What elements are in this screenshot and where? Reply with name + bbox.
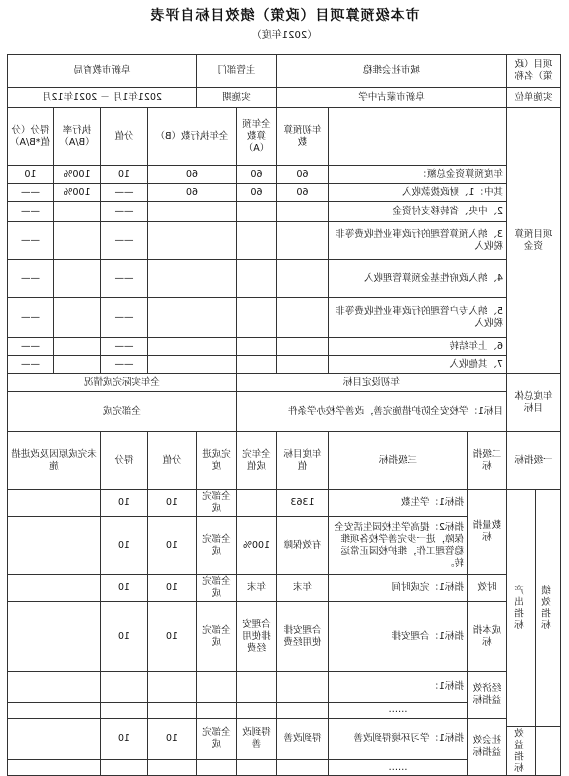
l2-quantity: 数量指标 [468, 490, 507, 575]
score-cell [148, 672, 197, 703]
funds-cell: —— [101, 202, 148, 222]
funds-cell [54, 202, 101, 222]
funds-cell [277, 298, 329, 338]
target-cell: 年末 [277, 575, 329, 602]
period-value: 2021年1月 － 2021年12月 [8, 88, 197, 108]
l3-cell: 指标2：提高学生校园生活安全保障，进一步完善学校各项维稳管理工作，维护校园正常运转。 [329, 517, 468, 575]
reason-cell [8, 760, 101, 776]
perf-header: 二级指标 [468, 432, 507, 490]
score-cell: 10 [148, 517, 197, 575]
project-name-label: 项目（政策）名称 [507, 55, 561, 88]
funds-cell [54, 222, 101, 260]
reason-cell [8, 575, 101, 602]
funds-header: 全年执行数（B） [148, 108, 237, 166]
funds-cell: 100% [54, 166, 101, 184]
funds-cell: —— [8, 338, 54, 356]
funds-cell [148, 356, 237, 374]
target-cell: 有效保障 [277, 517, 329, 575]
actual-cell [237, 490, 277, 517]
actual-completion-text: 全部完成 [8, 392, 237, 432]
l2-cost: 成本指标 [468, 602, 507, 672]
funds-cell [237, 338, 277, 356]
l3-cell: 指标1：学习环境得到改善 [329, 718, 468, 760]
funds-row-name: 4、纳入政府性基金预算管理收入 [329, 260, 507, 298]
progress-cell: 全部完成 [197, 602, 237, 672]
target-cell: 合理安排使用经费 [277, 602, 329, 672]
score-cell [148, 702, 197, 718]
overall-goal-label: 年度总体目标 [507, 374, 561, 432]
score-cell: 10 [148, 602, 197, 672]
reason-cell [8, 672, 101, 703]
progress-cell: 全部完成 [197, 517, 237, 575]
funds-cell: —— [101, 338, 148, 356]
progress-cell: 全部完成 [197, 490, 237, 517]
perf-header: 未完成原因及改进措施 [8, 432, 101, 490]
perf-label: 绩效指标 [536, 490, 561, 727]
got-cell: 10 [101, 718, 148, 760]
perf-header: 一级指标 [507, 432, 561, 490]
project-name: 城市社会维稳 [277, 55, 507, 88]
reason-cell [8, 517, 101, 575]
got-cell: 10 [101, 575, 148, 602]
funds-cell [237, 222, 277, 260]
perf-header: 得分 [101, 432, 148, 490]
funds-cell [237, 298, 277, 338]
funds-cell: —— [8, 356, 54, 374]
funds-cell [277, 222, 329, 260]
l3-cell: 指标1：学生数 [329, 490, 468, 517]
got-cell: 10 [101, 602, 148, 672]
funds-cell: 60 [148, 166, 237, 184]
target-cell: 1363 [277, 490, 329, 517]
reason-cell [8, 602, 101, 672]
funds-cell [54, 298, 101, 338]
funds-cell [277, 338, 329, 356]
score-cell: 10 [148, 490, 197, 517]
progress-cell: 全部完成 [197, 575, 237, 602]
target-cell [277, 672, 329, 703]
funds-cell [277, 202, 329, 222]
funds-cell [237, 202, 277, 222]
funds-row-name: 3、纳入预算管理的行政事业性收费等非税收入 [329, 222, 507, 260]
funds-cell: —— [101, 184, 148, 202]
dept-name: 阜新市教育局 [8, 55, 197, 88]
funds-cell: —— [101, 298, 148, 338]
funds-cell: 10 [8, 166, 54, 184]
l2-social: 社会效益指标 [468, 718, 507, 776]
got-cell: 10 [101, 490, 148, 517]
benefit-label: 效益指标 [507, 727, 536, 776]
target-cell [277, 702, 329, 718]
expected-goal-label: 年初设定目标 [237, 374, 507, 392]
got-cell: 10 [101, 517, 148, 575]
funds-cell: —— [8, 260, 54, 298]
period-label: 实施期 [197, 88, 277, 108]
actual-cell [237, 760, 277, 776]
progress-cell [197, 760, 237, 776]
actual-cell [237, 672, 277, 703]
unit-name: 阜新市蒙古中学 [277, 88, 507, 108]
funds-cell [148, 338, 237, 356]
funds-cell [148, 222, 237, 260]
funds-row-name: 2、中央、省转移支付资金 [329, 202, 507, 222]
funds-cell [54, 356, 101, 374]
target-cell: 得到改善 [277, 718, 329, 760]
got-cell [101, 672, 148, 703]
actual-cell: 得到改善 [237, 718, 277, 760]
funds-cell: —— [101, 260, 148, 298]
funds-row-name: 6、上年结转 [329, 338, 507, 356]
actual-cell: 100% [237, 517, 277, 575]
funds-cell: 60 [237, 166, 277, 184]
l3-cell: 指标1：合理安排 [329, 602, 468, 672]
funds-cell: —— [8, 222, 54, 260]
actual-completion-label: 全年实际完成情况 [8, 374, 237, 392]
target-cell [277, 760, 329, 776]
progress-cell [197, 702, 237, 718]
funds-cell: —— [8, 298, 54, 338]
perf-header: 年度目标值 [277, 432, 329, 490]
l3-ellipsis: …… [329, 702, 468, 718]
funds-cell [237, 260, 277, 298]
funds-header: 得分（分值*B/A） [8, 108, 54, 166]
funds-header: 执行率（B/A） [54, 108, 101, 166]
funds-cell: 60 [277, 166, 329, 184]
l3-ellipsis: …… [329, 760, 468, 776]
funds-cell: 60 [237, 184, 277, 202]
score-cell: 10 [148, 575, 197, 602]
funds-cell [148, 260, 237, 298]
funds-row-name: 其中：1、财政拨款收入 [329, 184, 507, 202]
funds-cell [277, 260, 329, 298]
funds-header: 年初预算数 [277, 108, 329, 166]
funds-cell: —— [101, 356, 148, 374]
funds-cell: 10 [101, 166, 148, 184]
funds-row-name: 7、其他收入 [329, 356, 507, 374]
perf-header: 全年完成值 [237, 432, 277, 490]
progress-cell [197, 672, 237, 703]
funds-cell [54, 338, 101, 356]
unit-label: 实施单位 [507, 88, 561, 108]
perf-header: 分值 [148, 432, 197, 490]
page-title: 市本级预算项目（政策）绩效目标自评表 [149, 8, 420, 24]
funds-cell [148, 202, 237, 222]
score-cell: 10 [148, 718, 197, 760]
reason-cell [8, 702, 101, 718]
actual-cell: 年末 [237, 575, 277, 602]
dept-label: 主管部门 [197, 55, 277, 88]
funds-cell: 60 [148, 184, 237, 202]
funds-cell: —— [8, 184, 54, 202]
l3-cell: 指标1：完成时间 [329, 575, 468, 602]
funds-header: 全年预算数（A） [237, 108, 277, 166]
reason-cell [8, 718, 101, 760]
output-label: 产出指标 [515, 585, 526, 631]
funds-cell: —— [8, 202, 54, 222]
expected-goal-text: 目标1：学校安全防护措施完善，改善学校办学条件 [237, 392, 507, 432]
perf-header: 完成进度 [197, 432, 237, 490]
funds-cell [277, 356, 329, 374]
perf-header: 三级指标 [329, 432, 468, 490]
funds-cell [54, 260, 101, 298]
evaluation-table [7, 54, 561, 776]
got-cell [101, 702, 148, 718]
actual-cell: 合理安排使用经费 [237, 602, 277, 672]
got-cell [101, 760, 148, 776]
year-note: （2021年度） [251, 30, 318, 41]
funds-cell [148, 298, 237, 338]
funds-cell [237, 356, 277, 374]
progress-cell: 全部完成 [197, 718, 237, 760]
funds-section-label: 项目预算资金 [507, 108, 561, 374]
actual-cell [237, 702, 277, 718]
score-cell [148, 760, 197, 776]
funds-cell: 100% [54, 184, 101, 202]
l2-economic: 经济效益指标 [468, 672, 507, 719]
funds-row-name: 年度预算资金总额： [329, 166, 507, 184]
reason-cell [8, 490, 101, 517]
funds-header: 分值 [101, 108, 148, 166]
funds-row-name: 5、纳入专户管理的行政事业性收费等非税收入 [329, 298, 507, 338]
l2-timeliness: 时效 [468, 575, 507, 602]
funds-cell: —— [101, 222, 148, 260]
l3-cell: 指标1： [329, 672, 468, 703]
funds-cell: 60 [277, 184, 329, 202]
